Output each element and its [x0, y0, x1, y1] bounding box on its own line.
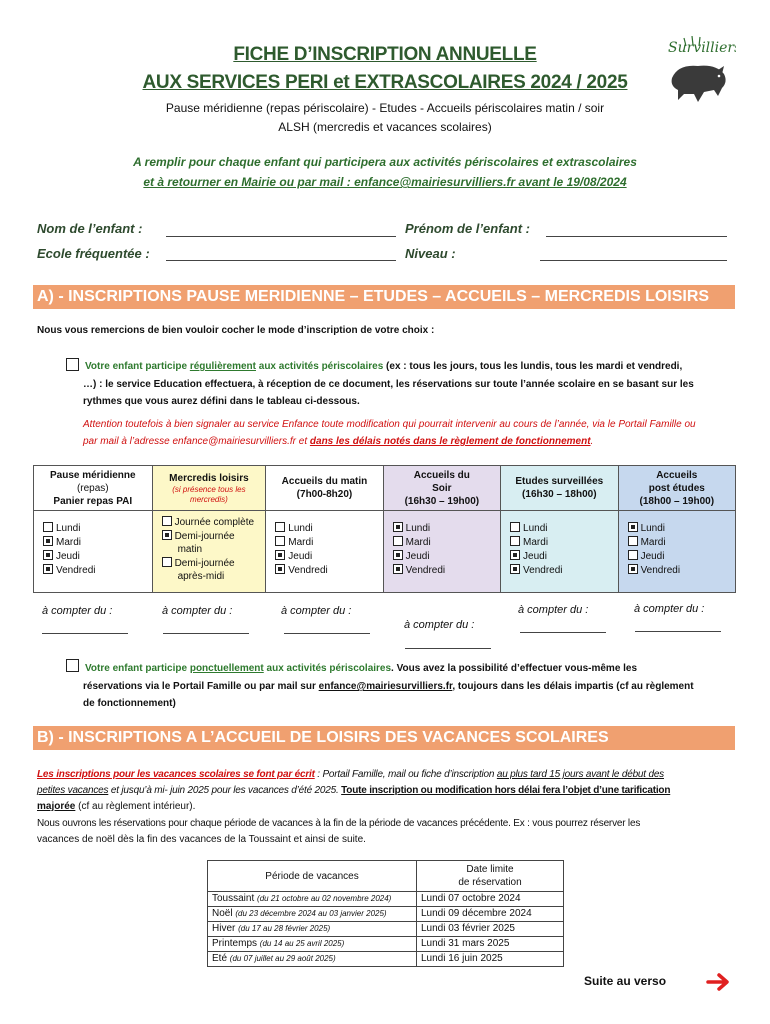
start-date-field-2[interactable]	[163, 633, 249, 634]
regular-option-text-3: rythmes que vous aurez défini dans le tableau ci-dessous.	[83, 396, 360, 407]
col-options-soir	[383, 511, 500, 593]
warning-line2: par mail à l’adresse enfance@mairiesurvilliers.fr et dans les délais notés dans le règlement de fonctionnement.	[83, 436, 594, 447]
checkbox-soir-mardi[interactable]: Mardi	[393, 536, 499, 550]
subtitle-line1: Pause méridienne (repas périscolaire) - Etudes - Accueils périscolaires matin / soir	[165, 101, 605, 115]
form-title-line2: AUX SERVICES PERI et EXTRASCOLAIRES 2024 / 2025	[142, 72, 628, 93]
checkbox-etudes-vendredi[interactable]: Vendredi	[510, 564, 617, 578]
level-label: Niveau :	[405, 246, 456, 261]
vac-header-period: Période de vacances	[208, 861, 417, 892]
checkbox-post-etudes-lundi[interactable]: Lundi	[628, 522, 734, 536]
col-options-etudes	[501, 511, 619, 593]
punctual-option-text-3: de fonctionnement)	[83, 698, 176, 709]
instruction-line1: A remplir pour chaque enfant qui participera aux activités périscolaires et extrascolaires	[133, 155, 637, 169]
checkbox-post-etudes-mardi[interactable]: Mardi	[628, 536, 734, 550]
regular-option-text-2: …) : le service Education effectuera, à réception de ce document, les réservations sur toute l’année scolaire en se basant sur les	[83, 379, 694, 390]
table-row: Hiver (du 17 au 28 février 2025) Lundi 03 février 2025	[208, 922, 564, 937]
section-b-paragraph-1c: majorée (cf au règlement intérieur).	[37, 801, 196, 812]
checkbox-soir-vendredi[interactable]: Vendredi	[393, 564, 499, 578]
section-b-title: B) - INSCRIPTIONS A L’ACCUEIL DE LOISIRS DES VACANCES SCOLAIRES	[33, 726, 735, 750]
start-date-field-1[interactable]	[42, 633, 128, 634]
table-row: Eté (du 07 juillet au 29 août 2025) Lundi 16 juin 2025	[208, 952, 564, 967]
start-date-label-1: à compter du :	[42, 605, 113, 617]
checkbox-matin-mardi[interactable]: Mardi	[275, 536, 381, 550]
form-title-line1: FICHE D’INSCRIPTION ANNUELLE	[233, 44, 537, 65]
table-row: Noël (du 23 décembre 2024 au 03 janvier 2025) Lundi 09 décembre 2024	[208, 907, 564, 922]
checkbox-soir-lundi[interactable]: Lundi	[393, 522, 499, 536]
table-row: Toussaint (du 21 octobre au 02 novembre 2024) Lundi 07 octobre 2024	[208, 892, 564, 907]
checkbox-mercredi-apres-midi[interactable]: Demi-journée	[162, 557, 265, 571]
checkbox-meridienne-jeudi[interactable]: Jeudi	[43, 550, 151, 564]
logo-wordmark: Survilliers	[668, 40, 736, 56]
start-date-label-6: à compter du :	[634, 603, 705, 615]
start-date-label-4: à compter du :	[404, 619, 475, 631]
section-b-paragraph-2: Nous ouvrons les réservations pour chaque période de vacances à la fin de la période de vacances précédente. Ex : vous pourrez réserver les	[37, 818, 641, 829]
checkbox-matin-vendredi[interactable]: Vendredi	[275, 564, 381, 578]
option-matin-text: matin	[177, 544, 203, 555]
start-date-field-5[interactable]	[520, 632, 606, 633]
table-row: Printemps (du 14 au 25 avril 2025) Lundi 31 mars 2025	[208, 937, 564, 952]
col-head-post-etudes: Accueils post études (18h00 – 19h00)	[618, 466, 735, 511]
checkbox-mercredi-journee[interactable]: Journée complète	[162, 516, 265, 530]
instruction-line2: et à retourner en Mairie ou par mail : enfance@mairiesurvilliers.fr avant le 19/08/2024	[143, 175, 627, 189]
checkbox-matin-lundi[interactable]: Lundi	[275, 522, 381, 536]
checkbox-post-etudes-jeudi[interactable]: Jeudi	[628, 550, 734, 564]
start-date-label-3: à compter du :	[281, 605, 352, 617]
col-options-post-etudes	[618, 511, 735, 593]
section-b-paragraph-1: Les inscriptions pour les vacances scolaires se font par écrit : Portail Famille, mail ou fiche d’inscription au plus tard 15 jours avant le début des	[37, 769, 664, 780]
child-name-label: Nom de l’enfant :	[37, 221, 143, 236]
col-options-meridienne	[34, 511, 153, 593]
arrow-right-icon	[706, 972, 732, 992]
start-date-field-6[interactable]	[635, 631, 721, 632]
vac-header-deadline: Date limite de réservation	[417, 861, 564, 892]
child-firstname-field[interactable]	[546, 236, 727, 237]
section-a-title: A) - INSCRIPTIONS PAUSE MERIDIENNE – ETUDES – ACCUEILS – MERCREDIS LOISIRS	[33, 285, 735, 309]
checkbox-soir-jeudi[interactable]: Jeudi	[393, 550, 499, 564]
enfance-email-link[interactable]: enfance@mairiesurvilliers.fr	[318, 681, 453, 692]
regular-checkbox[interactable]	[66, 357, 82, 375]
checkbox-etudes-lundi[interactable]: Lundi	[510, 522, 617, 536]
start-date-label-5: à compter du :	[518, 604, 589, 616]
child-firstname-label: Prénom de l’enfant :	[405, 221, 530, 236]
checkbox-mercredi-matin[interactable]: Demi-journée	[162, 530, 265, 544]
warning-line1: Attention toutefois à bien signaler au service Enfance toute modification qui pourrait intervenir au cours de l’année, via le Portail Famille ou	[83, 419, 696, 430]
continue-overleaf-label: Suite au verso	[584, 974, 667, 988]
col-options-matin	[266, 511, 383, 593]
col-options-mercredis	[152, 511, 266, 593]
start-date-label-2: à compter du :	[162, 605, 233, 617]
checkbox-etudes-jeudi[interactable]: Jeudi	[510, 550, 617, 564]
regular-option-text: Votre enfant participe régulièrement aux activités périscolaires (ex : tous les jours, tous les lundis, tous les mardi et vendredi,	[85, 361, 683, 372]
start-date-field-3[interactable]	[284, 633, 370, 634]
checkbox-meridienne-vendredi[interactable]: Vendredi	[43, 564, 151, 578]
section-a-intro: Nous vous remercions de bien vouloir cocher le mode d’inscription de votre choix :	[37, 325, 435, 336]
punctual-checkbox[interactable]	[66, 658, 82, 676]
col-head-mercredis: Mercredis loisirs (si présence tous les mercredis)	[152, 466, 266, 511]
start-date-field-4[interactable]	[405, 648, 491, 649]
col-head-etudes: Etudes surveillées (16h30 – 18h00)	[501, 466, 619, 511]
schedule-table	[33, 465, 736, 593]
school-label: Ecole fréquentée :	[37, 246, 150, 261]
checkbox-meridienne-mardi[interactable]: Mardi	[43, 536, 151, 550]
col-head-meridienne: Pause méridienne (repas) Panier repas PAI	[34, 466, 153, 511]
punctual-option-text: Votre enfant participe ponctuellement aux activités périscolaires. Vous avez la possibilité d’effectuer vous-même les	[85, 663, 638, 674]
section-b-paragraph-1b: petites vacances et jusqu’à mi- juin 2025 pour les vacances d’été 2025. Toute inscription ou modification hors délai fera l’objet d’une tarification	[37, 785, 671, 796]
checkbox-post-etudes-vendredi[interactable]: Vendredi	[628, 564, 734, 578]
punctual-option-text-2: réservations via le Portail Famille ou par mail sur enfance@mairiesurvilliers.fr, toujours dans les délais impartis (cf au règlement	[83, 681, 694, 692]
level-field[interactable]	[540, 260, 727, 261]
section-b-paragraph-2b: vacances de noël dès la fin des vacances de la Toussaint et ainsi de suite.	[37, 834, 366, 845]
vacation-deadlines-table	[207, 860, 564, 967]
child-name-field[interactable]	[166, 236, 396, 237]
school-field[interactable]	[166, 260, 396, 261]
col-head-soir: Accueils du Soir (16h30 – 19h00)	[383, 466, 500, 511]
subtitle-line2: ALSH (mercredis et vacances scolaires)	[278, 120, 492, 134]
option-apres-midi-text: après-midi	[177, 571, 225, 582]
col-head-matin: Accueils du matin (7h00-8h20)	[266, 466, 383, 511]
checkbox-matin-jeudi[interactable]: Jeudi	[275, 550, 381, 564]
checkbox-etudes-mardi[interactable]: Mardi	[510, 536, 617, 550]
checkbox-meridienne-lundi[interactable]: Lundi	[43, 522, 151, 536]
